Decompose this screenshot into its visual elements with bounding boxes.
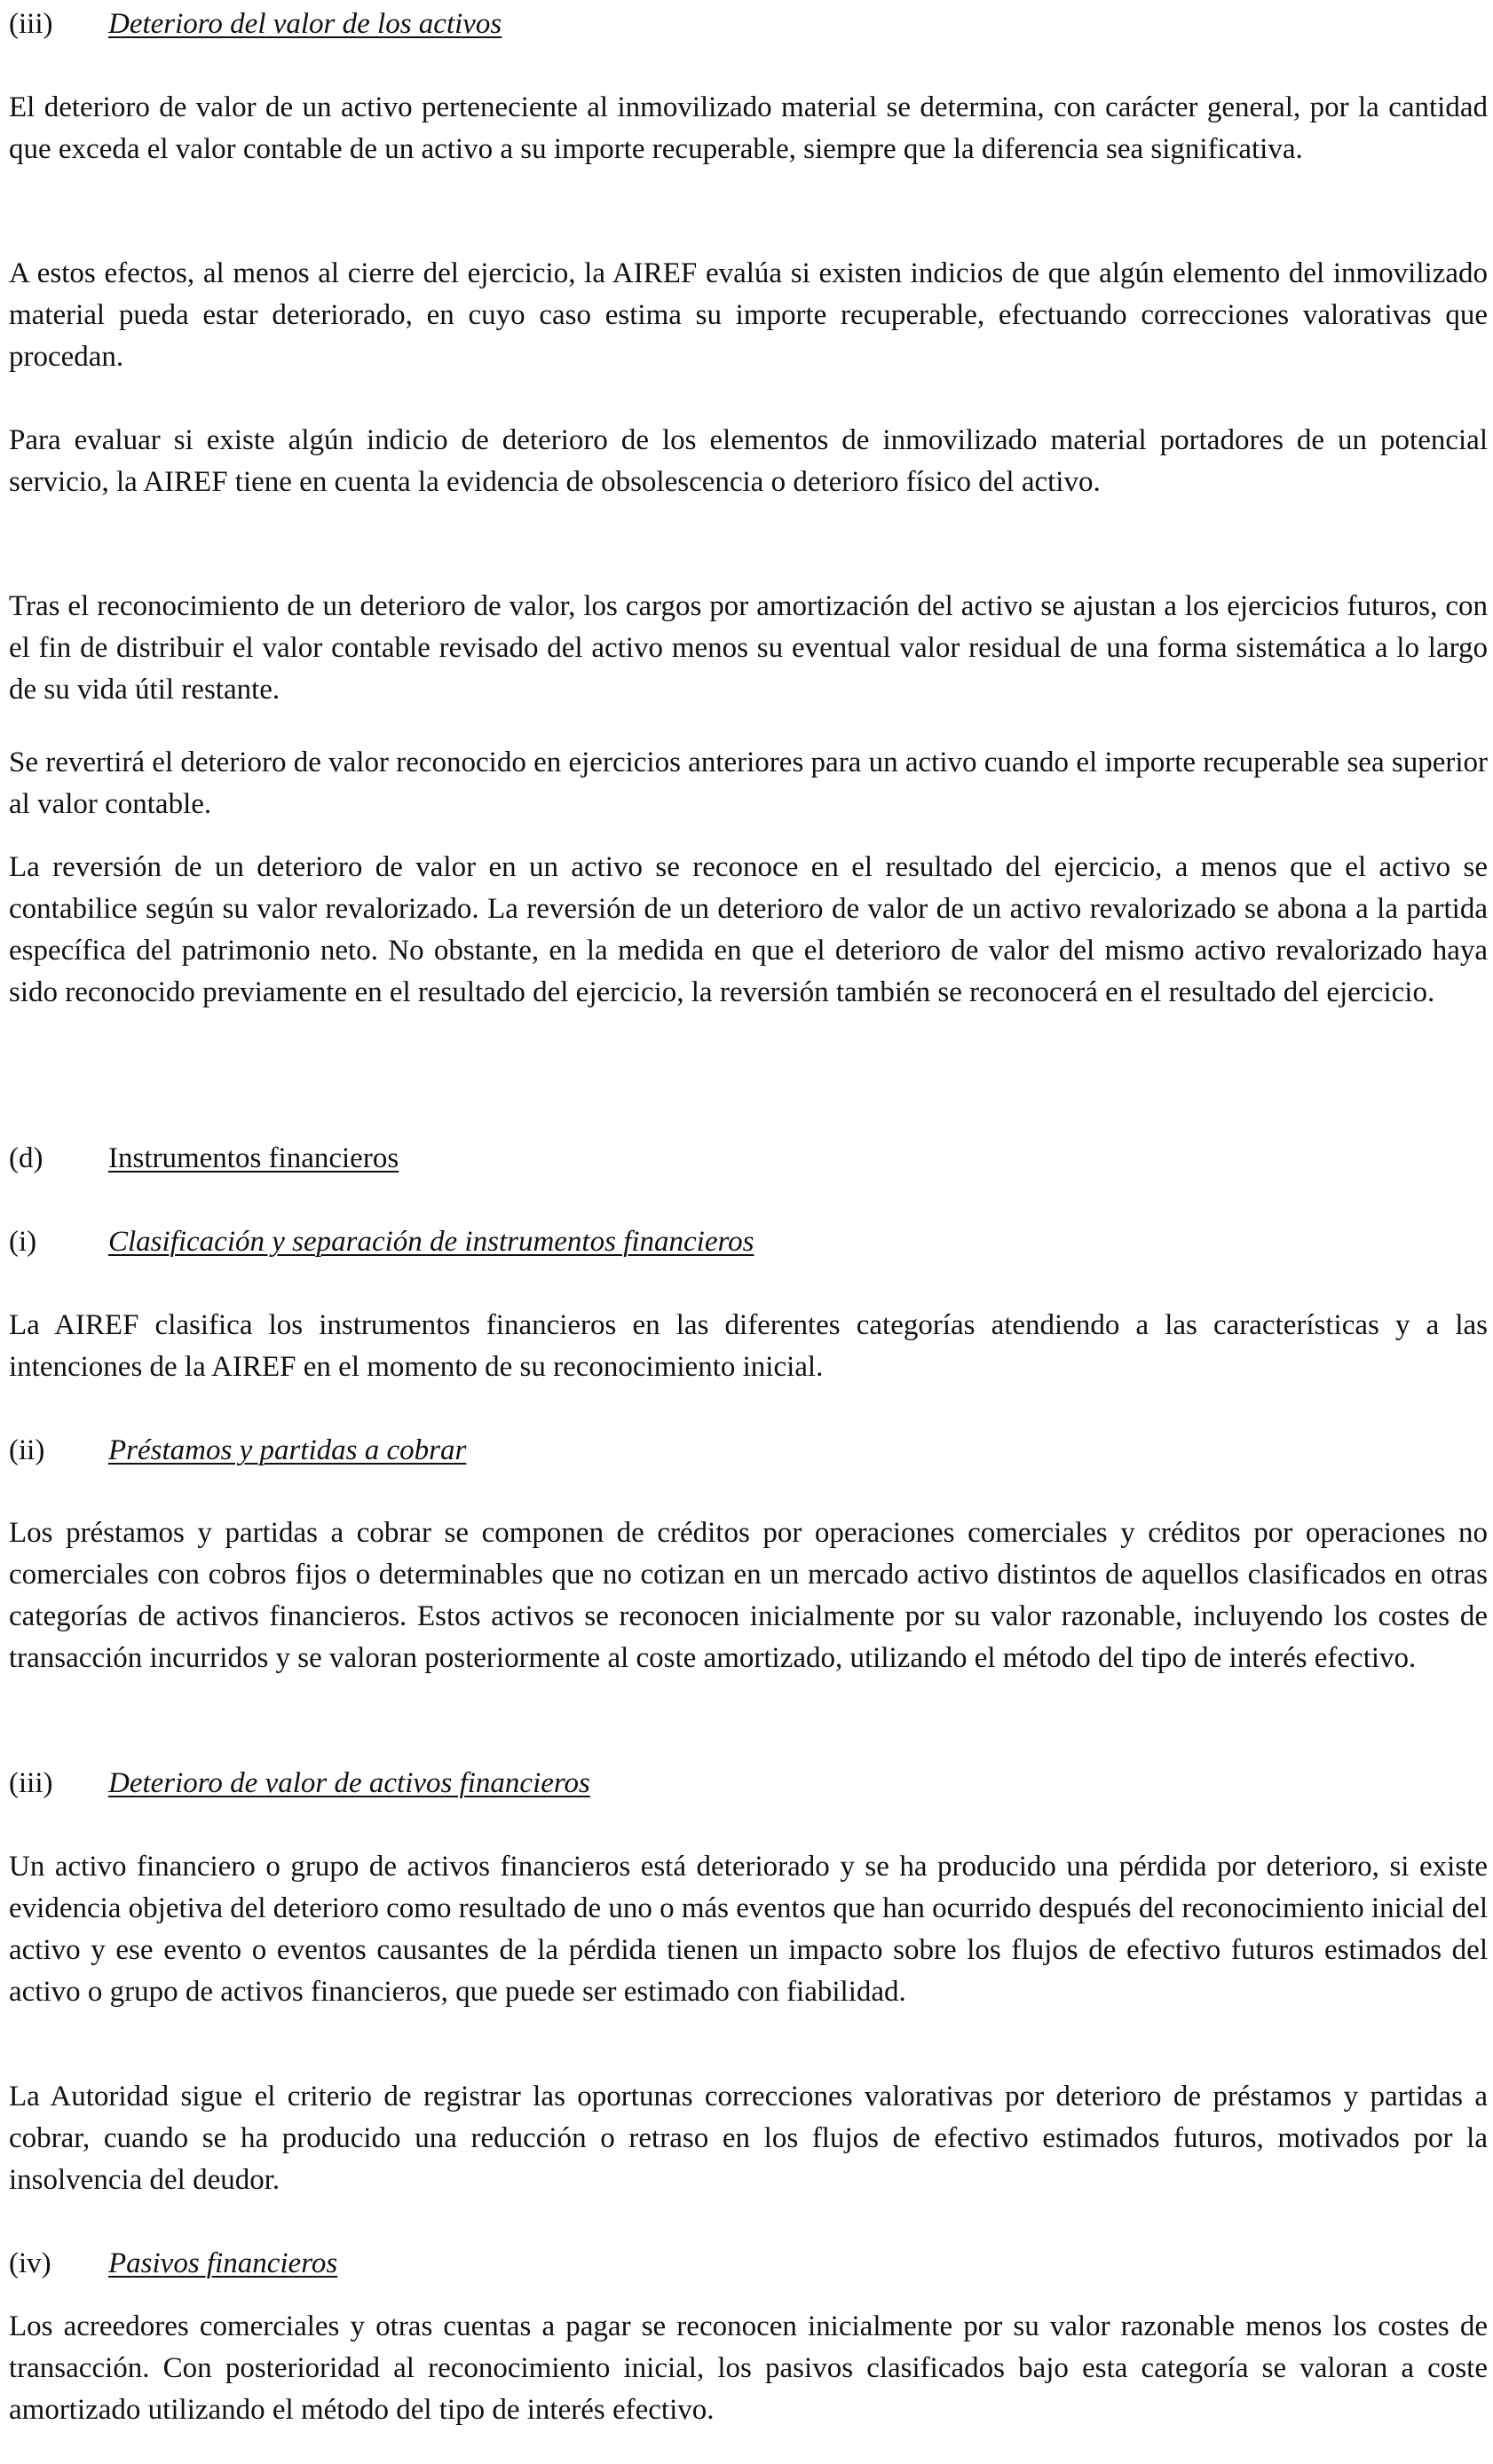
paragraph: El deterioro de valor de un activo perteneciente al inmovilizado material se determina, con carácter general, por la cantidad que exceda el valor contable de un activo a su importe recuperable, siempre que la diferencia sea significativa.	[9, 91, 1488, 165]
paragraph: La Autoridad sigue el criterio de registrar las oportunas correcciones valorativas por deterioro de préstamos y partidas a cobrar, cuando se ha producido una reducción o retraso en los flujos de efectivo estimados futuros, motivados por la insolvencia del deudor.	[9, 2081, 1488, 2196]
paragraph: A estos efectos, al menos al cierre del ejercicio, la AIREF evalúa si existen indicios de que algún elemento del inmovilizado material pueda estar deteriorado, en cuyo caso estima su importe recuperable, efectuando correcciones valorativas que procedan.	[9, 257, 1488, 373]
paragraph: Un activo financiero o grupo de activos financieros está deteriorado y se ha producido una pérdida por deterioro, si existe evidencia objetiva del deterioro como resultado de uno o más eventos que han ocurrido después del reconocimiento inicial del activo y ese evento o eventos causantes de la pérdida tienen un impacto sobre los flujos de efectivo futuros estimados del activo o grupo de activos financieros, que puede ser estimado con fiabilidad.	[9, 1851, 1488, 2008]
section-title: Préstamos y partidas a cobrar	[108, 1434, 467, 1466]
paragraph: La AIREF clasifica los instrumentos financieros en las diferentes categorías atendiendo a las características y a las intenciones de la AIREF en el momento de su reconocimiento inicial.	[9, 1309, 1488, 1383]
paragraph: Para evaluar si existe algún indicio de deterioro de los elementos de inmovilizado material portadores de un potencial servicio, la AIREF tiene en cuenta la evidencia de obsolescencia o deterioro físico del activo.	[9, 424, 1488, 498]
section-number: (iii)	[9, 8, 53, 40]
section-title: Pasivos financieros	[108, 2247, 338, 2279]
section-number: (iii)	[9, 1767, 53, 1799]
section-title: Deterioro del valor de los activos	[108, 8, 502, 40]
section-title: Clasificación y separación de instrumentos financieros	[108, 1226, 754, 1258]
section-number: (i)	[9, 1226, 37, 1258]
paragraph: Se revertirá el deterioro de valor reconocido en ejercicios anteriores para un activo cuando el importe recuperable sea superior al valor contable.	[9, 746, 1488, 820]
paragraph: Los acreedores comerciales y otras cuentas a pagar se reconocen inicialmente por su valor razonable menos los costes de transacción. Con posterioridad al reconocimiento inicial, los pasivos clasificados bajo esta categoría se valoran a coste amortizado utilizando el método del tipo de interés efectivo.	[9, 2310, 1488, 2426]
section-number: (iv)	[9, 2247, 51, 2279]
section-title: Instrumentos financieros	[108, 1142, 399, 1174]
section-title: Deterioro de valor de activos financieros	[108, 1767, 590, 1799]
paragraph: Los préstamos y partidas a cobrar se componen de créditos por operaciones comerciales y créditos por operaciones no comerciales con cobros fijos o determinables que no cotizan en un mercado activo distintos de aquellos clasificados en otras categorías de activos financieros. Estos activos se reconocen inicialmente por su valor razonable, incluyendo los costes de transacción incurridos y se valoran posteriormente al coste amortizado, utilizando el método del tipo de interés efectivo.	[9, 1517, 1488, 1674]
section-number: (d)	[9, 1142, 43, 1174]
section-number: (ii)	[9, 1434, 45, 1466]
paragraph: Tras el reconocimiento de un deterioro de valor, los cargos por amortización del activo se ajustan a los ejercicios futuros, con el fin de distribuir el valor contable revisado del activo menos su eventual valor residual de una forma sistemática a lo largo de su vida útil restante.	[9, 590, 1488, 706]
paragraph: La reversión de un deterioro de valor en un activo se reconoce en el resultado del ejercicio, a menos que el activo se contabilice según su valor revalorizado. La reversión de un deterioro de valor de un activo revalorizado se abona a la partida específica del patrimonio neto. No obstante, en la medida en que el deterioro de valor del mismo activo revalorizado haya sido reconocido previamente en el resultado del ejercicio, la reversión también se reconocerá en el resultado del ejercicio.	[9, 851, 1488, 1008]
